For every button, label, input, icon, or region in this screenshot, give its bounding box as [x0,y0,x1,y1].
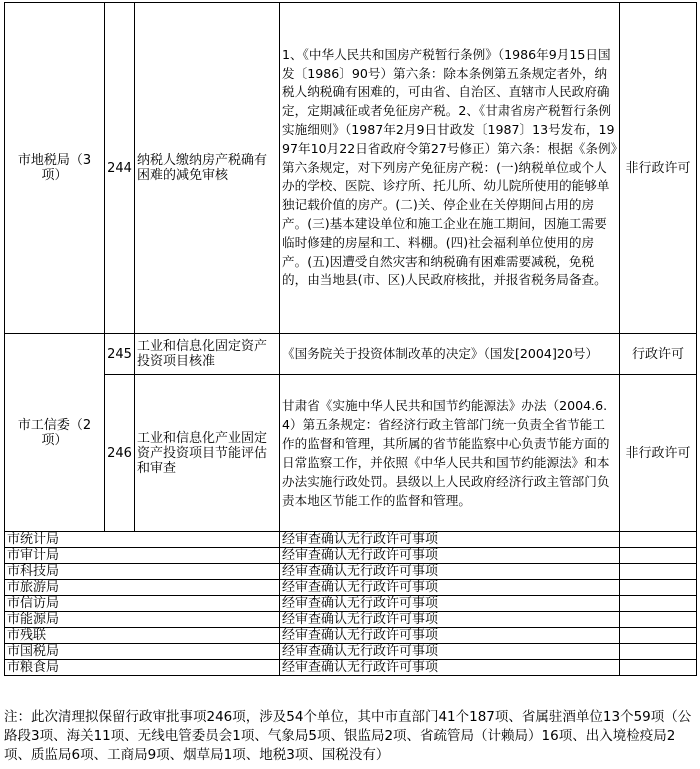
legal-basis: 经审查确认无行政许可事项 [280,596,620,612]
legal-basis: 经审查确认无行政许可事项 [280,548,620,564]
item-name: 工业和信息化产业固定资产投资项目节能评估和审查 [135,375,280,532]
approval-items-table [4,2,697,676]
approval-type [620,644,697,660]
approval-type: 行政许可 [620,334,697,375]
department-cell [5,334,105,532]
item-number: 244 [105,3,135,334]
table-row [5,3,697,334]
approval-type [620,660,697,676]
item-name: 纳税人缴纳房产税确有困难的减免审核 [135,3,280,334]
department-name: 市旅游局 [5,580,280,596]
approval-type [620,548,697,564]
approval-type [620,612,697,628]
department-name: 市统计局 [5,532,280,548]
table-row [5,375,697,532]
department-cell [5,3,105,334]
table-row [5,596,697,612]
table-row [5,532,697,548]
table-row [5,580,697,596]
table-row [5,548,697,564]
item-name: 工业和信息化固定资产投资项目核准 [135,334,280,375]
department-name: 市审计局 [5,548,280,564]
legal-basis: 经审查确认无行政许可事项 [280,564,620,580]
item-number: 245 [105,334,135,375]
legal-basis: 经审查确认无行政许可事项 [280,532,620,548]
footnote: 注：此次清理拟保留行政审批事项246项，涉及54个单位，其中市直部门41个187项、省属驻酒单位13个59项（公路段3项、海关11项、无线电管委员会1项、气象局5项、银监局2项、省疏管局（计赖局）16项、出入境检疫局2项、质监局6项、工商局9项、烟草局1项、地税3项、国税没有） [4,709,692,763]
approval-type [620,628,697,644]
approval-type: 非行政许可 [620,3,697,334]
legal-basis: 经审查确认无行政许可事项 [280,628,620,644]
legal-basis: 经审查确认无行政许可事项 [280,660,620,676]
approval-type [620,532,697,548]
approval-type [620,580,697,596]
table-row [5,334,697,375]
table-row [5,628,697,644]
department-name: 市信访局 [5,596,280,612]
approval-type [620,564,697,580]
legal-basis: 经审查确认无行政许可事项 [280,644,620,660]
approval-type: 非行政许可 [620,375,697,532]
legal-basis: 《国务院关于投资体制改革的决定》（国发[2004]20号） [280,334,620,375]
department-name: 市能源局 [5,612,280,628]
department-name: 市地税局（3项） [17,153,92,183]
item-number: 246 [105,375,135,532]
legal-basis: 经审查确认无行政许可事项 [280,612,620,628]
table-row [5,644,697,660]
approval-type [620,596,697,612]
legal-basis: 1、《中华人民共和国房产税暂行条例》（1986年9月15日国发〔1986〕90号）第六条：除本条例第五条规定者外，纳税人纳税确有困难的，可由省、自治区、直辖市人民政府确定，定期减征或者免征房产税。2、《甘肃省房产税暂行条例实施细则》（1987年2月9日甘政发〔1987〕13号发布，1997年10月22日省政府令第27号修正）第六条：根据《条例》第六条规定，对下列房产免征房产税：(一)纳税单位或个人办的学校、医院、诊疗所、托儿所、幼儿院所使用的能够单独记载价值的房产。(二)关、停企业在关停期间占用的房产。(三)基本建设单位和施工企业在施工期间，因施工需要临时修建的房屋和工、料棚。(四)社会福利单位使用的房产。(五)因遭受自然灾害和纳税确有困难需要减税，免税的，由当地县(市、区)人民政府核批，并报省税务局备查。 [280,3,620,334]
legal-basis: 经审查确认无行政许可事项 [280,580,620,596]
table-row [5,564,697,580]
table-row [5,612,697,628]
department-name: 市残联 [5,628,280,644]
department-name: 市粮食局 [5,660,280,676]
department-name: 市国税局 [5,644,280,660]
legal-basis: 甘肃省《实施中华人民共和国节约能源法》办法（2004.6.4）第五条规定：省经济行政主管部门统一负责全省节能工作的监督和管理，其所属的省节能监察中心负责节能方面的日常监察工作，并依照《中华人民共和国节约能源法》和本办法实施行政处罚。县级以上人民政府经济行政主管部门负责本地区节能工作的监督和管理。 [280,375,620,532]
department-name: 市工信委（2项） [17,417,92,448]
table-row [5,660,697,676]
department-name: 市科技局 [5,564,280,580]
